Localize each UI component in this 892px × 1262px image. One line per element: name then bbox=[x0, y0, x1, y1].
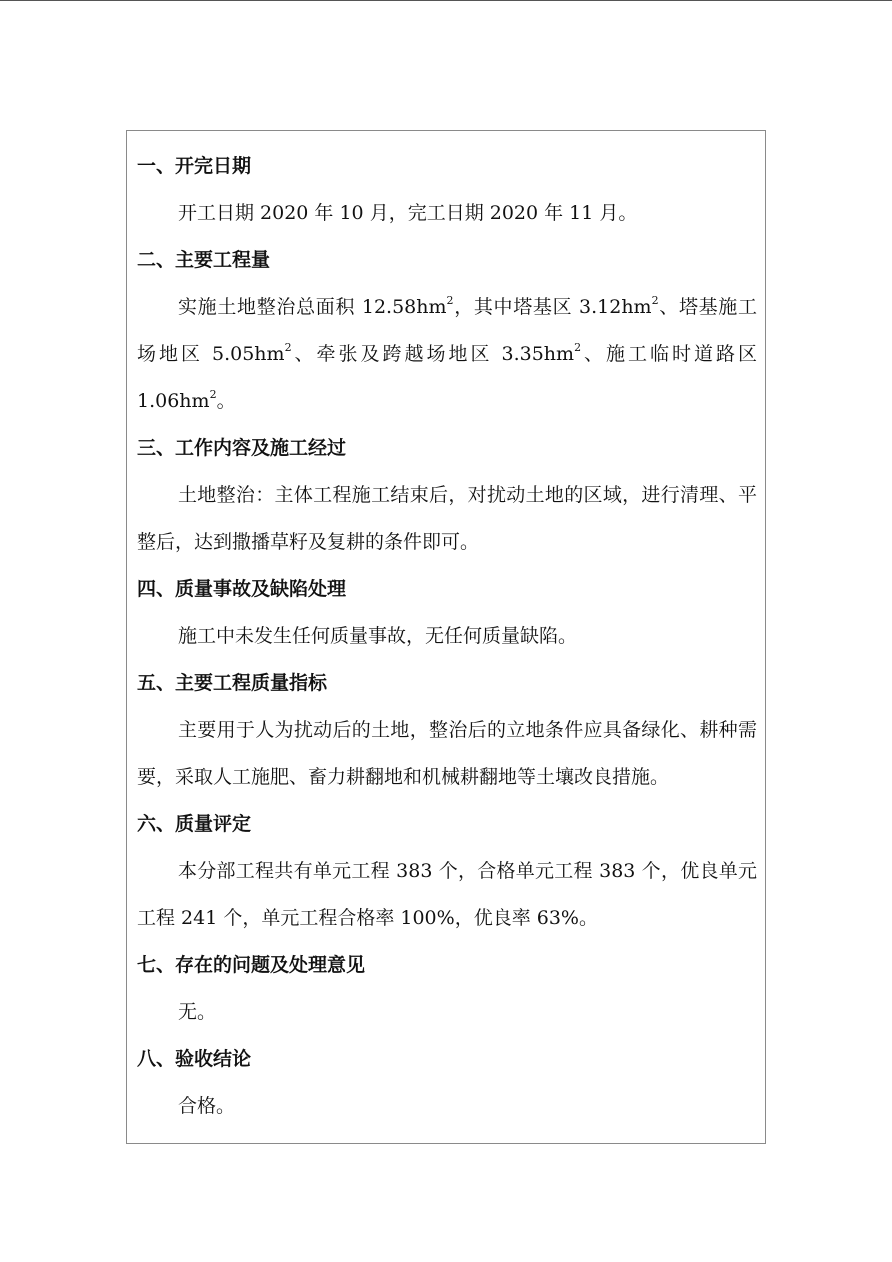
superscript-2: 2 bbox=[209, 388, 217, 401]
quantity-text-part: 、施工临时道路区 1.06hm bbox=[137, 343, 757, 412]
section-heading-main-quantities: 二、主要工程量 bbox=[137, 249, 271, 271]
section-text-quality-incidents: 施工中未发生任何质量事故，无任何质量缺陷。 bbox=[178, 625, 578, 647]
section-heading-quality-indicators: 五、主要工程质量指标 bbox=[137, 672, 328, 694]
section-text-work-content: 土地整治：主体工程施工结束后，对扰动土地的区域，进行清理、平整后，达到撒播草籽及复耕的条件即可。 bbox=[137, 484, 757, 553]
quantity-text-part: 、牵张及跨越场地区 3.35hm bbox=[291, 343, 575, 365]
superscript-2: 2 bbox=[574, 341, 582, 354]
quantity-text-part: ，其中塔基区 3.12hm bbox=[453, 296, 652, 318]
section-text-quality-indicators: 主要用于人为扰动后的土地，整治后的立地条件应具备绿化、耕种需要，采取人工施肥、畜力耕翻地和机械耕翻地等土壤改良措施。 bbox=[137, 719, 757, 788]
section-text-main-quantities bbox=[137, 284, 757, 425]
section-heading-quality-incidents: 四、质量事故及缺陷处理 bbox=[137, 578, 347, 600]
quantity-text-part: 实施土地整治总面积 12.58hm bbox=[178, 296, 447, 318]
section-heading-issues: 七、存在的问题及处理意见 bbox=[137, 954, 366, 976]
section-heading-conclusion: 八、验收结论 bbox=[137, 1048, 252, 1070]
quantity-text-part: 、塔基施工场地区 5.05hm bbox=[137, 296, 757, 365]
section-text-start-end-dates: 开工日期 2020 年 10 月，完工日期 2020 年 11 月。 bbox=[178, 202, 638, 224]
section-heading-start-end-dates: 一、开完日期 bbox=[137, 155, 252, 177]
section-text-conclusion: 合格。 bbox=[178, 1095, 236, 1117]
superscript-2: 2 bbox=[284, 341, 292, 354]
section-heading-work-content: 三、工作内容及施工经过 bbox=[137, 437, 347, 459]
report-frame bbox=[126, 130, 766, 1144]
section-text-quality-assessment: 本分部工程共有单元工程 383 个，合格单元工程 383 个，优良单元工程 241 个，单元工程合格率 100%，优良率 63%。 bbox=[137, 860, 757, 929]
section-heading-quality-assessment: 六、质量评定 bbox=[137, 813, 252, 835]
superscript-2: 2 bbox=[446, 294, 454, 307]
page-top-rule bbox=[0, 0, 892, 1]
quantity-text-part: 。 bbox=[216, 390, 236, 412]
superscript-2: 2 bbox=[651, 294, 659, 307]
section-text-issues: 无。 bbox=[178, 1001, 217, 1023]
